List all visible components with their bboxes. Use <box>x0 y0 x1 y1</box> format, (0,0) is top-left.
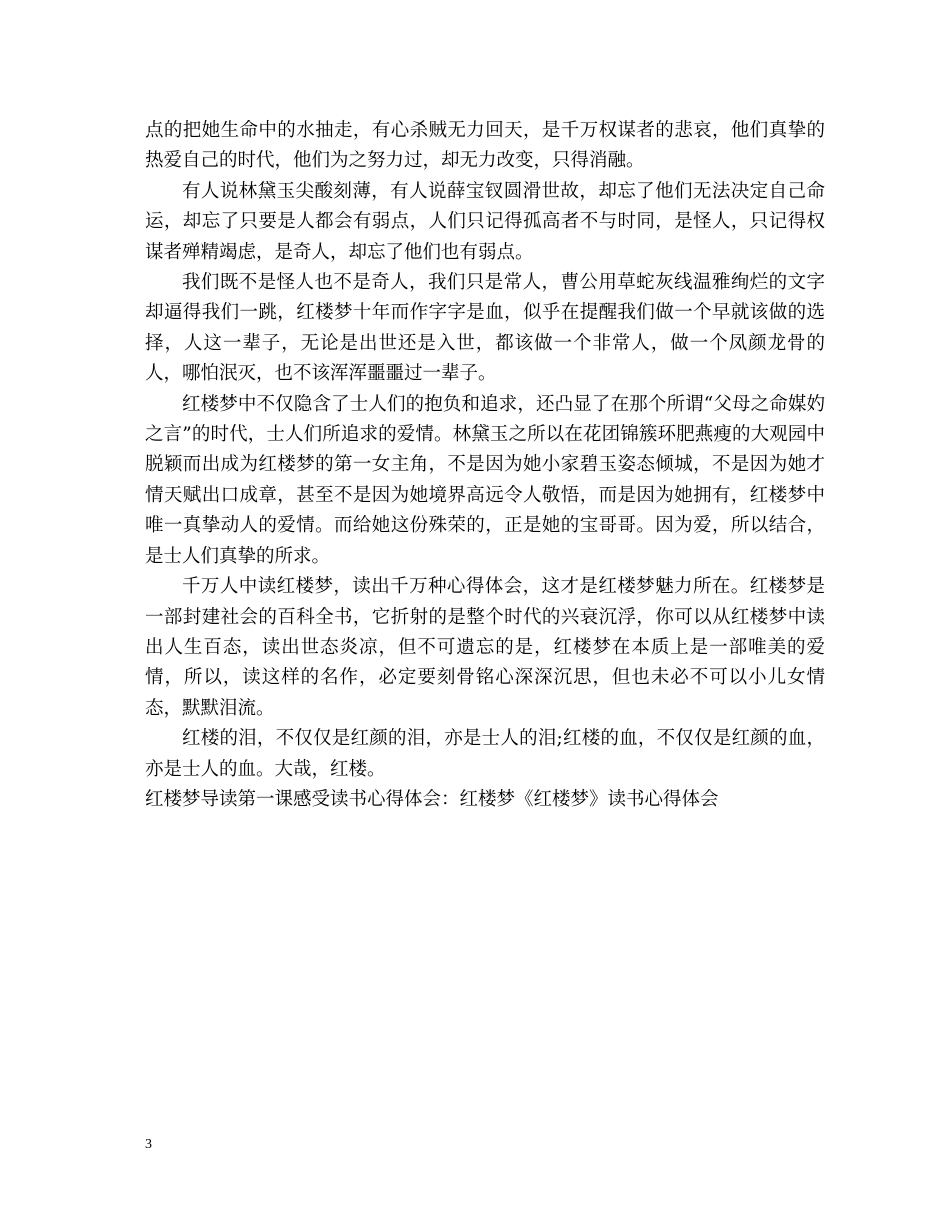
paragraph-continuation: 点的把她生命中的水抽走，有心杀贼无力回天，是千万权谋者的悲哀，他们真挚的热爱自己的时代，他们为之努力过，却无力改变，只得消融。 <box>145 120 825 172</box>
closing-title-line: 红楼梦导读第一课感受读书心得体会：红楼梦《红楼梦》读书心得体会 <box>145 788 719 810</box>
paragraph: 有人说林黛玉尖酸刻薄，有人说薛宝钗圆滑世故，却忘了他们无法决定自己命运，却忘了只要是人都会有弱点，人们只记得孤高者不与时同，是怪人，只记得权谋者殚精竭虑，是奇人，却忘了他们也有弱点。 <box>145 180 825 263</box>
document-body <box>145 116 825 815</box>
paragraph: 我们既不是怪人也不是奇人，我们只是常人，曹公用草蛇灰线温雅绚烂的文字却逼得我们一跳，红楼梦十年而作字字是血，似乎在提醒我们做一个早就该做的选择，人这一辈子，无论是出世还是入世，都该做一个非常人，做一个凤颜龙骨的人，哪怕泯灭，也不该浑浑噩噩过一辈子。 <box>145 272 825 385</box>
page-number: 3 <box>145 1137 152 1152</box>
paragraph: 千万人中读红楼梦，读出千万种心得体会，这才是红楼梦魅力所在。红楼梦是一部封建社会的百科全书，它折射的是整个时代的兴衰沉浮，你可以从红楼梦中读出人生百态，读出世态炎凉，但不可遗忘的是，红楼梦在本质上是一部唯美的爱情，所以，读这样的名作，必定要刻骨铭心深深沉思，但也未必不可以小儿女情态，默默泪流。 <box>145 576 825 719</box>
paragraph: 红楼的泪，不仅仅是红颜的泪，亦是士人的泪;红楼的血，不仅仅是红颜的血，亦是士人的血。大哉，红楼。 <box>145 728 825 780</box>
paragraph: 红楼梦中不仅隐含了士人们的抱负和追求，还凸显了在那个所谓“父母之命媒妁之言”的时代，士人们所追求的爱情。林黛玉之所以在花团锦簇环肥燕瘦的大观园中脱颖而出成为红楼梦的第一女主角，不是因为她小家碧玉姿态倾城，不是因为她才情天赋出口成章，甚至不是因为她境界高远令人敬悟，而是因为她拥有，红楼梦中唯一真挚动人的爱情。而给她这份殊荣的，正是她的宝哥哥。因为爱，所以结合，是士人们真挚的所求。 <box>145 393 825 567</box>
